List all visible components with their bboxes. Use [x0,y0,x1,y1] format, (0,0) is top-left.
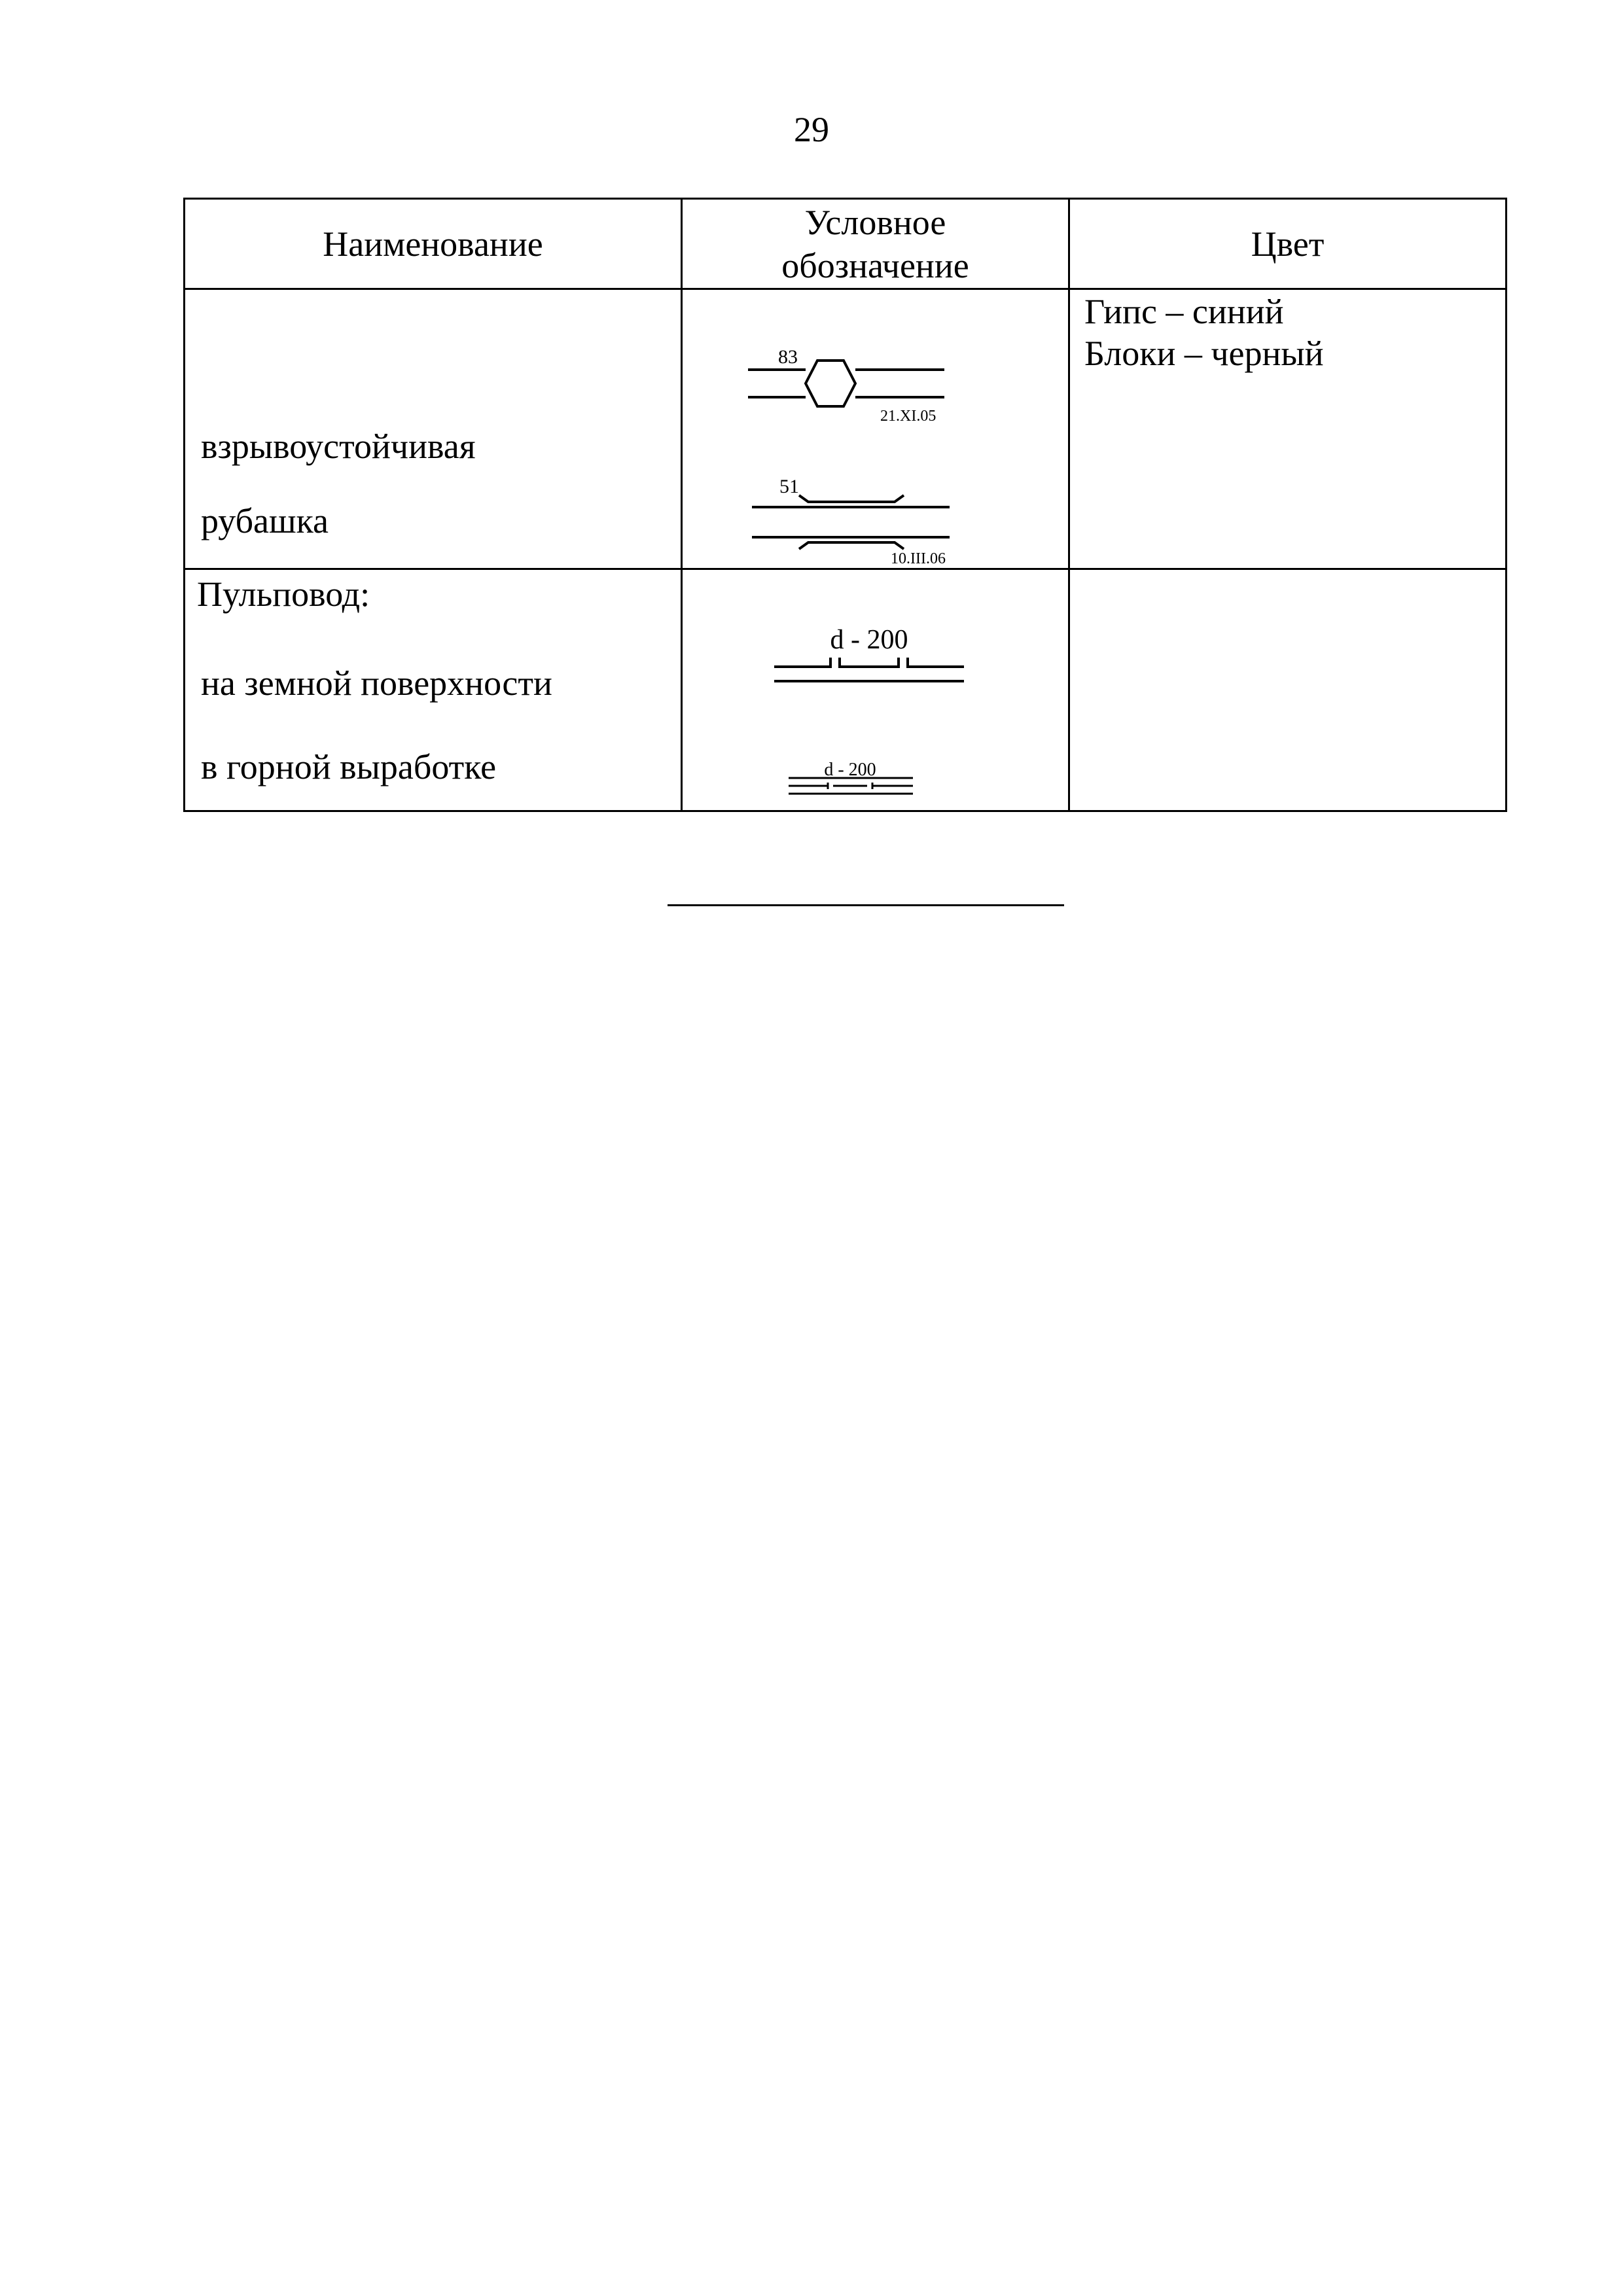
symbol-diameter-label: d - 200 [824,760,876,780]
pulp-underground-symbol [789,778,913,794]
symbol-drawing [683,290,1070,570]
cell-name [185,289,682,569]
name-text: на земной поверхности [201,663,552,703]
header-symbol-line1: Условное [804,202,946,242]
symbol-diameter-label: d - 200 [830,625,908,655]
cell-name [185,569,682,811]
header-symbol [682,199,1069,289]
cell-symbol [682,569,1069,811]
table-row [185,289,1507,569]
cell-color [1069,569,1507,811]
table-row [185,569,1507,811]
hexagon-pipe-symbol [748,361,944,406]
cell-color [1069,289,1507,569]
header-symbol-line2: обозначение [781,245,969,285]
name-text: взрывоустойчивая [201,427,476,466]
end-divider-line [668,904,1064,906]
color-text: Блоки – черный [1084,334,1324,373]
header-color: Цвет [1069,199,1507,289]
pulp-surface-symbol [774,658,964,681]
sleeve-pipe-symbol [752,495,950,549]
symbol-drawing [683,570,1070,812]
name-text: Пульповод: [197,574,370,614]
page-number: 29 [794,110,829,149]
table-header-row [185,199,1507,289]
symbol-top-label: 51 [779,476,799,497]
cell-symbol [682,289,1069,569]
symbol-top-label: 83 [778,346,798,368]
name-text: рубашка [201,501,329,540]
color-text: Гипс – синий [1084,292,1284,331]
name-text: в горной выработке [201,747,497,786]
symbol-date-label: 10.III.06 [891,550,946,567]
legend-table [183,198,1507,812]
symbol-date-label: 21.XI.05 [880,408,936,425]
header-name: Наименование [185,199,682,289]
